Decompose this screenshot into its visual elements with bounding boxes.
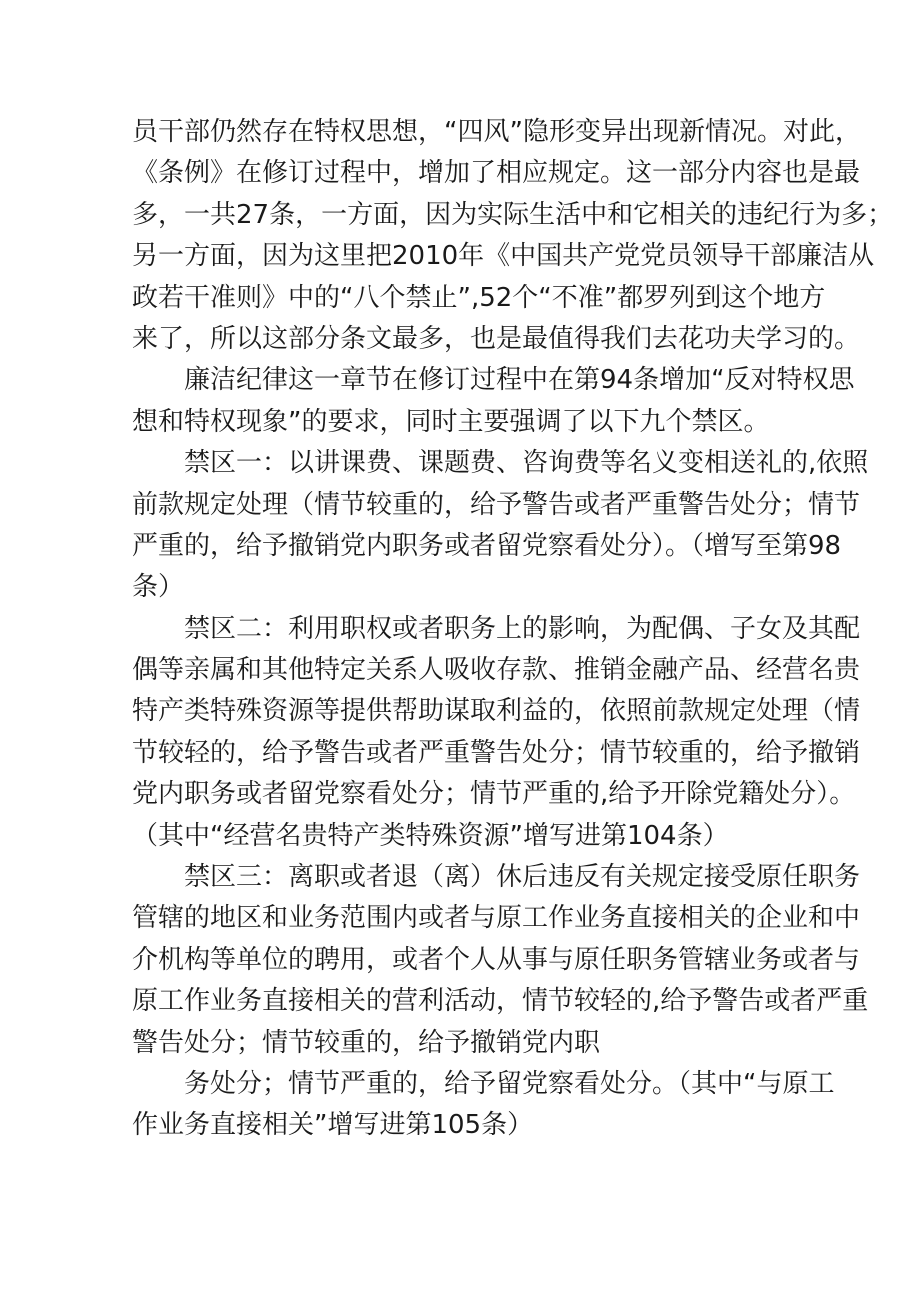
text-line: 来了，所以这部分条文最多，也是最值得我们去花功夫学习的。 (132, 323, 861, 354)
text-line: 禁区一：以讲课费、课题费、咨询费等名义变相送礼的,依照 (184, 448, 869, 479)
text-line: 政若干准则》中的“八个禁止”,52个“不准”都罗列到这个地方 (132, 282, 826, 313)
paragraph-intro (132, 112, 894, 360)
paragraph-zone-3 (132, 857, 869, 1064)
text-line: 管辖的地区和业务范围内或者与原工作业务直接相关的企业和中 (132, 903, 861, 934)
text-line: 禁区三：离职或者退（离）休后违反有关规定接受原任职务 (184, 862, 861, 893)
document-body (132, 112, 894, 1147)
paragraph-zone-2 (132, 609, 861, 857)
text-line: 想和特权现象”的要求，同时主要强调了以下九个禁区。 (132, 406, 770, 437)
text-line: 节较轻的，给予警告或者严重警告处分；情节较重的，给予撤销 (132, 737, 861, 768)
text-line: 务处分；情节严重的，给予留党察看处分。（其中“与原工 (184, 1068, 835, 1099)
text-line: 另一方面，因为这里把2010年《中国共产党党员领导干部廉洁从 (132, 241, 875, 272)
text-line: 原工作业务直接相关的营利活动，情节较轻的,给予警告或者严重 (132, 986, 869, 1017)
text-line: 前款规定处理（情节较重的，给予警告或者严重警告处分；情节 (132, 489, 861, 520)
text-line: 员干部仍然存在特权思想，“四风”隐形变异出现新情况。对此， (132, 117, 861, 147)
text-line: 条） (132, 572, 185, 603)
paragraph-overview (132, 360, 855, 443)
text-line: 多，一共27条，一方面，因为实际生活中和它相关的违纪行为多； (132, 199, 894, 230)
text-line: 偶等亲属和其他特定关系人吸收存款、推销金融产品、经营名贵 (132, 655, 861, 686)
paragraph-zone-3-continued (132, 1064, 835, 1147)
text-line: 作业务直接相关”增写进第105条） (132, 1110, 534, 1141)
text-line: 党内职务或者留党察看处分；情节严重的,给予开除党籍处分）。 (132, 779, 856, 810)
text-line: 《条例》在修订过程中，增加了相应规定。这一部分内容也是最 (132, 158, 861, 189)
paragraph-zone-1 (132, 443, 869, 609)
text-line: 介机构等单位的聘用，或者个人从事与原任职务管辖业务或者与 (132, 944, 861, 975)
text-line: 严重的，给予撤销党内职务或者留党察看处分）。（增写至第98 (132, 530, 842, 561)
text-line: 警告处分；情节较重的，给予撤销党内职 (132, 1027, 601, 1058)
text-line: 特产类特殊资源等提供帮助谋取利益的，依照前款规定处理（情 (132, 696, 861, 727)
text-line: （其中“经营名贵特产类特殊资源”增写进第104条） (132, 820, 729, 851)
text-line: 廉洁纪律这一章节在修订过程中在第94条增加“反对特权思 (184, 365, 855, 396)
text-line: 禁区二：利用职权或者职务上的影响，为配偶、子女及其配 (184, 613, 861, 644)
